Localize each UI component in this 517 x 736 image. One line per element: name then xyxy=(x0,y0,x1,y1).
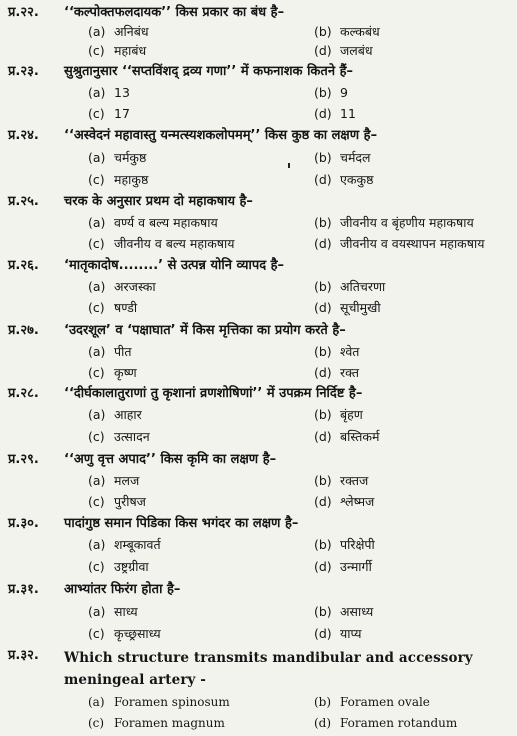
option-text: कल्कबंध xyxy=(340,24,380,39)
option-c xyxy=(88,236,235,252)
option-label: (a) xyxy=(88,604,106,619)
question-text: सुश्रुतानुसार ‘‘सप्तविंशद् द्रव्य गणा’’ में कफनाशक कितने हैं– xyxy=(64,64,353,79)
question-text: आभ्यांतर फिरंग होता है– xyxy=(64,582,181,597)
option-a xyxy=(88,279,156,295)
option-text: अतिचरणा xyxy=(340,279,386,294)
option-label: (b) xyxy=(314,537,332,552)
option-label: (c) xyxy=(88,236,105,251)
option-c xyxy=(88,494,146,510)
option-text: परिक्षेपी xyxy=(340,537,375,552)
option-c xyxy=(88,106,130,122)
question-number: प्र.२८. xyxy=(8,386,39,401)
option-label: (a) xyxy=(88,473,106,488)
option-label: (d) xyxy=(314,626,332,641)
option-text: जीवनीय व बल्य महाकषाय xyxy=(114,236,235,251)
option-c xyxy=(88,715,225,731)
question-number: प्र.२२. xyxy=(8,5,39,20)
question-number: प्र.२७. xyxy=(8,323,39,338)
option-label: (c) xyxy=(88,43,105,58)
option-d xyxy=(314,43,373,59)
option-label: (a) xyxy=(88,150,106,165)
question-number: प्र.२६. xyxy=(8,258,39,273)
option-text: जीवनीय व वयस्थापन महाकषाय xyxy=(340,236,485,251)
question-text: चरक के अनुसार प्रथम दो महाकषाय है– xyxy=(64,194,253,209)
option-label: (b) xyxy=(314,695,332,709)
question-text: ‘‘दीर्घकालातुराणां तु कृशानां व्रणशोषिणां’’ में उपक्रम निर्दिष्ट है– xyxy=(64,386,363,401)
option-label: (d) xyxy=(314,429,332,444)
option-label: (c) xyxy=(88,626,105,641)
option-label: (d) xyxy=(314,43,332,58)
option-label: (a) xyxy=(88,695,105,709)
option-b xyxy=(314,407,363,423)
option-text: षण्डी xyxy=(114,300,138,315)
option-text: पुरीषज xyxy=(114,494,146,509)
option-text: Foramen spinosum xyxy=(114,695,230,709)
option-label: (a) xyxy=(88,344,106,359)
option-label: (c) xyxy=(88,172,105,187)
option-label: (d) xyxy=(314,559,332,574)
option-text: याप्य xyxy=(340,626,362,641)
option-label: (b) xyxy=(314,279,332,294)
question-number: प्र.२४. xyxy=(8,128,39,143)
option-d xyxy=(314,172,373,188)
option-text: जीवनीय व बृंहणीय महाकषाय xyxy=(340,215,474,230)
option-a xyxy=(88,537,161,553)
option-d xyxy=(314,106,356,122)
option-label: (d) xyxy=(314,236,332,251)
option-label: (c) xyxy=(88,716,105,730)
option-text: पीत xyxy=(114,344,132,359)
option-d xyxy=(314,494,374,510)
option-b xyxy=(314,473,368,489)
option-label: (d) xyxy=(314,716,332,730)
option-b xyxy=(314,24,380,40)
option-d xyxy=(314,715,457,731)
option-d xyxy=(314,236,485,252)
option-label: (d) xyxy=(314,106,332,121)
option-c xyxy=(88,365,137,381)
option-a xyxy=(88,473,139,489)
option-text: कृच्छ्रसाध्य xyxy=(114,626,161,641)
option-b xyxy=(314,344,359,360)
question-text: ‘‘अणु वृत्त अपाद’’ किस कृमि का लक्षण है– xyxy=(64,452,277,467)
question-number: प्र.२९. xyxy=(8,452,39,467)
option-a xyxy=(88,604,138,620)
option-text: 11 xyxy=(340,106,356,121)
question-number: प्र.२३. xyxy=(8,64,39,79)
option-text: उत्सादन xyxy=(114,429,150,444)
option-text: जलबंध xyxy=(340,43,373,58)
option-text: Foramen ovale xyxy=(340,695,430,709)
option-text: 17 xyxy=(114,106,130,121)
option-text: कृष्ण xyxy=(114,365,137,380)
option-label: (c) xyxy=(88,300,105,315)
option-label: (c) xyxy=(88,494,105,509)
option-label: (b) xyxy=(314,85,332,100)
option-text: श्वेत xyxy=(340,344,360,359)
option-b xyxy=(314,694,430,710)
option-text: साध्य xyxy=(114,604,138,619)
option-text: बस्तिकर्म xyxy=(340,429,380,444)
option-label: (b) xyxy=(314,215,332,230)
option-d xyxy=(314,429,379,445)
option-label: (d) xyxy=(314,172,332,187)
question-text: ‘मातृकादोष........’ से उत्पन्न योनि व्यापद है– xyxy=(64,258,285,273)
option-label: (d) xyxy=(314,300,332,315)
option-label: (a) xyxy=(88,24,106,39)
option-b xyxy=(314,85,348,101)
scan-speck xyxy=(288,163,290,168)
option-label: (a) xyxy=(88,85,106,100)
option-text: उन्मार्गी xyxy=(340,559,372,574)
option-b xyxy=(314,537,375,553)
option-text: चर्मदल xyxy=(340,150,371,165)
option-label: (a) xyxy=(88,279,106,294)
option-label: (b) xyxy=(314,24,332,39)
option-text: श्लेष्मज xyxy=(340,494,375,509)
option-text: सूचीमुखी xyxy=(340,300,381,315)
question-number: प्र.३०. xyxy=(8,516,39,531)
option-d xyxy=(314,365,359,381)
option-a xyxy=(88,344,131,360)
option-label: (c) xyxy=(88,106,105,121)
option-label: (c) xyxy=(88,429,105,444)
option-text: अरजस्का xyxy=(114,279,156,294)
option-label: (a) xyxy=(88,537,106,552)
option-b xyxy=(314,279,385,295)
option-text: मलज xyxy=(114,473,140,488)
option-text: आहार xyxy=(114,407,142,422)
option-c xyxy=(88,43,146,59)
option-text: चर्मकुष्ठ xyxy=(114,150,147,165)
option-text: 9 xyxy=(340,85,348,100)
option-a xyxy=(88,85,130,101)
option-text: Foramen rotandum xyxy=(340,716,458,730)
option-b xyxy=(314,604,373,620)
question-number: प्र.३२. xyxy=(8,648,39,663)
question-text: ‘‘कल्पोक्तफलदायक’’ किस प्रकार का बंध है– xyxy=(64,5,285,20)
option-c xyxy=(88,626,161,642)
option-text: वर्ण्य व बल्य महाकषाय xyxy=(114,215,218,230)
option-text: महाकुष्ठ xyxy=(114,172,149,187)
option-a xyxy=(88,215,218,231)
option-b xyxy=(314,150,371,166)
option-label: (b) xyxy=(314,344,332,359)
option-label: (b) xyxy=(314,604,332,619)
question-text: ‘‘अस्वेदनं महावास्तु यन्मत्स्यशकलोपमम्’’ किस कुष्ठ का लक्षण है– xyxy=(64,128,378,143)
question-number: प्र.२५. xyxy=(8,194,39,209)
option-text: महाबंध xyxy=(114,43,147,58)
option-label: (c) xyxy=(88,365,105,380)
option-c xyxy=(88,429,150,445)
option-text: अनिबंध xyxy=(114,24,149,39)
option-label: (b) xyxy=(314,150,332,165)
option-text: असाध्य xyxy=(340,604,374,619)
option-label: (c) xyxy=(88,559,105,574)
option-d xyxy=(314,300,381,316)
option-a xyxy=(88,407,142,423)
option-text: रक्तज xyxy=(340,473,369,488)
option-d xyxy=(314,559,372,575)
option-text: एककुष्ठ xyxy=(340,172,374,187)
option-b xyxy=(314,215,474,231)
question-number: प्र.३१. xyxy=(8,582,39,597)
option-label: (a) xyxy=(88,407,106,422)
option-label: (b) xyxy=(314,407,332,422)
option-text: बृंहण xyxy=(340,407,363,422)
question-text: Which structure transmits mandibular and accessory meningeal artery - xyxy=(64,650,473,688)
option-text: उष्ट्रग्रीवा xyxy=(114,559,149,574)
option-label: (d) xyxy=(314,494,332,509)
option-c xyxy=(88,300,137,316)
option-a xyxy=(88,24,149,40)
option-a xyxy=(88,694,230,710)
option-text: Foramen magnum xyxy=(114,716,225,730)
option-c xyxy=(88,172,148,188)
question-text: ‘उदरशूल’ व ‘पक्षाघात’ में किस मृत्तिका का प्रयोग करते है– xyxy=(64,323,346,338)
option-text: शम्बूकावर्त xyxy=(114,537,161,552)
option-d xyxy=(314,626,362,642)
option-label: (a) xyxy=(88,215,106,230)
option-a xyxy=(88,150,146,166)
option-label: (b) xyxy=(314,473,332,488)
option-c xyxy=(88,559,149,575)
option-label: (d) xyxy=(314,365,332,380)
question-text: पादांगुष्ठ समान पिडिका किस भगंदर का लक्षण है– xyxy=(64,516,299,531)
option-text: 13 xyxy=(114,85,130,100)
option-text: रक्त xyxy=(340,365,359,380)
